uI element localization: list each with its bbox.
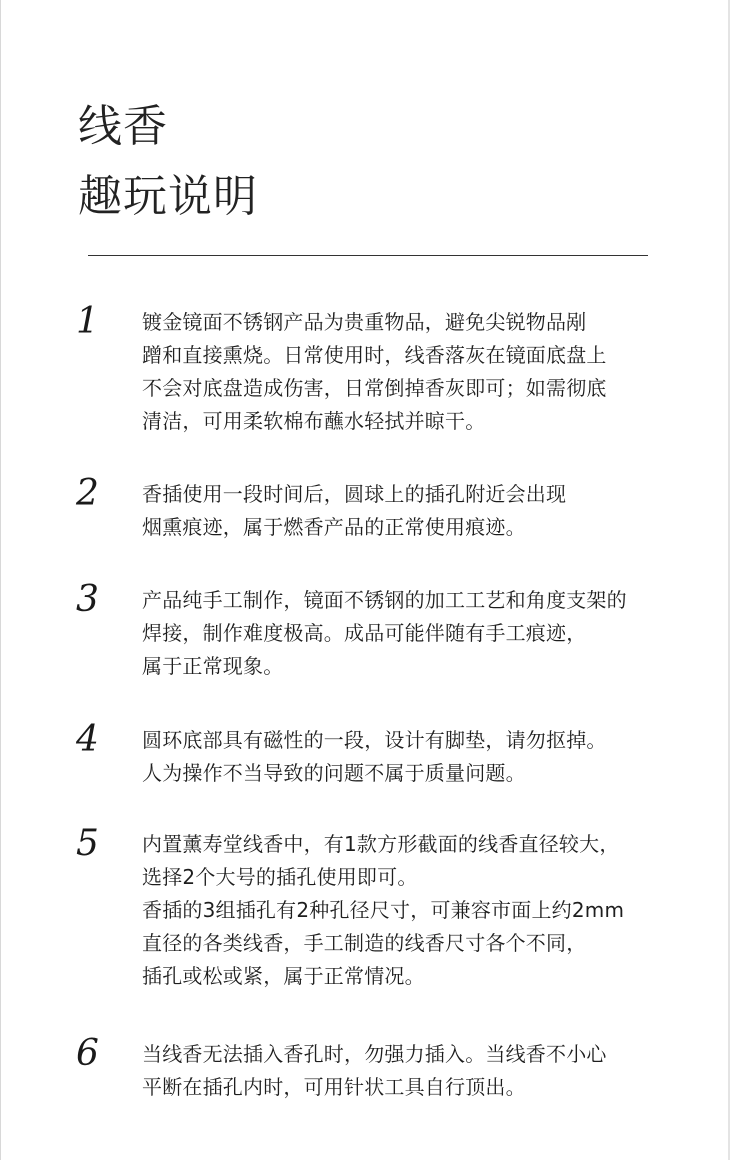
item-text-line: 烟熏痕迹，属于燃香产品的正常使用痕迹。 <box>142 515 526 539</box>
item-number: 5 <box>76 823 99 864</box>
item-text-line: 属于正常现象。 <box>142 654 284 678</box>
item-text <box>142 306 662 438</box>
item-number: 3 <box>76 579 99 620</box>
item-text-line: 平断在插孔内时，可用针状工具自行顶出。 <box>142 1075 526 1099</box>
item-text-line: 不会对底盘造成伤害，日常倒掉香灰即可；如需彻底 <box>142 376 607 400</box>
item-text-line: 插孔或松或紧，属于正常情况。 <box>142 964 425 988</box>
item-text-line: 香插使用一段时间后，圆球上的插孔附近会出现 <box>142 482 567 506</box>
page-border-left <box>0 0 1 1160</box>
item-text-line: 焊接，制作难度极高。成品可能伴随有手工痕迹， <box>142 621 587 645</box>
item-number: 4 <box>76 719 99 760</box>
item-text-line: 香插的3组插孔有2种孔径尺寸，可兼容市面上约2mm <box>142 898 625 922</box>
item-number: 2 <box>76 473 99 514</box>
item-text <box>142 478 662 544</box>
item-text-line: 镀金镜面不锈钢产品为贵重物品，避免尖锐物品剐 <box>142 310 587 334</box>
item-text-line: 内置薰寿堂线香中，有1款方形截面的线香直径较大， <box>142 832 620 856</box>
item-text <box>142 828 662 993</box>
item-text-line: 选择2个大号的插孔使用即可。 <box>142 865 418 889</box>
item-text-line: 当线香无法插入香孔时，勿强力插入。当线香不小心 <box>142 1042 607 1066</box>
item-text-line: 清洁，可用柔软棉布蘸水轻拭并晾干。 <box>142 409 486 433</box>
item-text-line: 直径的各类线香，手工制造的线香尺寸各个不同， <box>142 931 587 955</box>
title-divider <box>88 255 648 256</box>
item-text <box>142 584 662 683</box>
item-number: 1 <box>76 301 99 342</box>
item-text-line: 蹭和直接熏烧。日常使用时，线香落灰在镜面底盘上 <box>142 343 607 367</box>
item-text <box>142 724 662 790</box>
page-title <box>78 92 258 232</box>
item-text-line: 人为操作不当导致的问题不属于质量问题。 <box>142 761 526 785</box>
title-line-2: 趣玩说明 <box>78 171 258 222</box>
item-text <box>142 1038 662 1104</box>
item-number: 6 <box>76 1033 99 1074</box>
title-line-1: 线香 <box>78 101 168 152</box>
item-text-line: 产品纯手工制作，镜面不锈钢的加工工艺和角度支架的 <box>142 588 627 612</box>
item-text-line: 圆环底部具有磁性的一段，设计有脚垫，请勿抠掉。 <box>142 728 607 752</box>
